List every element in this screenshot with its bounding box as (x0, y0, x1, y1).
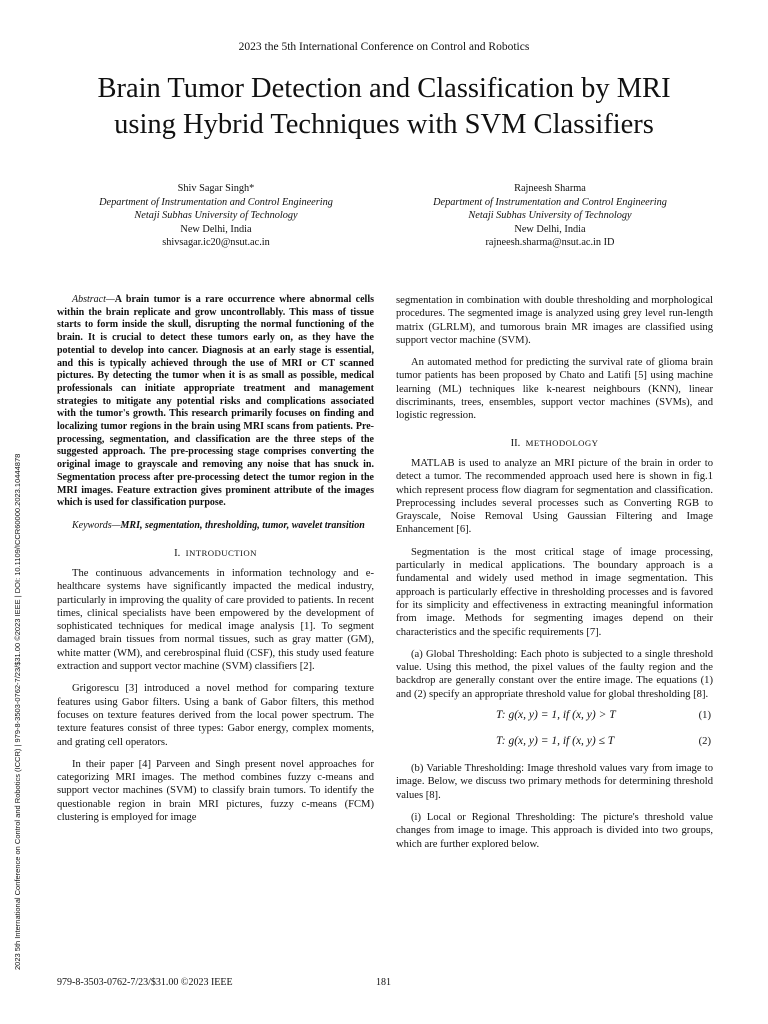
section-heading-methodology (396, 437, 713, 450)
equation-expression: T: g(x, y) = 1, if (x, y) > T (496, 709, 616, 722)
author-department: Department of Instrumentation and Control Engineering (433, 196, 667, 208)
keywords-text: MRI, segmentation, thresholding, tumor, wavelet transition (120, 519, 365, 531)
author-university: Netaji Subhas University of Technology (134, 210, 298, 222)
title-line-1: Brain Tumor Detection and Classification by MRI (97, 73, 671, 104)
author-department: Department of Instrumentation and Control Engineering (99, 196, 333, 208)
author-email: shivsagar.ic20@nsut.ac.in (162, 237, 270, 249)
author-name: Shiv Sagar Singh* (177, 183, 255, 194)
author-block-1 (66, 182, 366, 250)
methodology-paragraph-3: (a) Global Thresholding: Each photo is subjected to a single threshold value. Using this method, the pixel values of the faulty region and the backdrop are generally constant over the entire image. The equations (1) and (2) specify an appropriate threshold value for global thresholding [8]. (396, 648, 713, 700)
side-citation-strip: 2023 5th International Conference on Control and Robotics (ICCR) | 979-8-3503-0762-7/23/$31.00 ©2023 IEEE | DOI: 10.1109/ICCR60000.2023.10444878 (13, 453, 22, 970)
intro-paragraph-2: Grigorescu [3] introduced a novel method for comparing texture features using Gabor filters. Using a bank of Gabor filters, this method focuses on texture features derived from the local power spectrum. The texture features consist of three types: Gabor energy, complex moments, and grating cell operators. (57, 683, 374, 748)
conference-header: 2023 the 5th International Conference on Control and Robotics (238, 41, 530, 53)
abstract (57, 294, 374, 510)
author-block-2 (400, 182, 700, 250)
section-number: II. (510, 437, 521, 449)
section-title: METHODOLOGY (525, 437, 599, 448)
abstract-text: A brain tumor is a rare occurrence where abnormal cells within the brain replicate and grow uncontrollably. This mass of tissue starts to form inside the skull, disrupting the normal functioning of the brain. It is crucial to detect these tumors early on, as they have the potential to develop into cancer. Diagnosis at an early stage is essential, and this is typically achieved through the use of MRI or CT scanned pictures. By detecting the tumor when it is as small as possible, medical professionals can initiate appropriate treatment and management strategies to mitigate any potential risks and complications associated with the tumor's growth. This research primarily focuses on finding and localizing tumor regions in the brain using MRI scans from patients. Pre-processing, segmentation, and classification are the three steps of the suggested approach. The pre-processing stage comprises converting the original image to grayscale and removing any noise that has snuck in. Segmentation process after pre-processing detect the tumor region in the MRI images. Feature extraction gives prominent attribute of the images which is used for classification purpose. (57, 294, 374, 509)
page-number: 181 (376, 977, 391, 988)
equation-1 (396, 705, 713, 727)
author-name: Rajneesh Sharma (514, 183, 586, 194)
abstract-label: Abstract— (72, 294, 115, 305)
author-city: New Delhi, India (180, 223, 252, 235)
right-column (396, 294, 713, 851)
title-line-2: using Hybrid Techniques with SVM Classifiers (114, 109, 654, 140)
equation-number: (2) (698, 736, 711, 748)
equation-expression: T: g(x, y) = 1, if (x, y) ≤ T (496, 735, 615, 748)
author-city: New Delhi, India (514, 223, 586, 235)
continued-paragraph: segmentation in combination with double thresholding and morphological procedures. The segmented image is analyzed using grey level run-length matrix (GLRLM), and tumorous brain MR images are classified using support vector machine (SVM). (396, 295, 713, 346)
section-heading-introduction (57, 547, 374, 560)
methodology-paragraph-4: (b) Variable Thresholding: Image threshold values vary from image to image. Below, we discuss two primary methods for determining threshold values [8]. (396, 763, 713, 801)
footer-copyright: 979-8-3503-0762-7/23/$31.00 ©2023 IEEE (57, 977, 233, 988)
intro-paragraph-3: In their paper [4] Parveen and Singh present novel approaches for categorizing MRI images. The method combines fuzzy c-means and support vector machines (SVM) to classify brain tumors. To identify the questionable region in brain MRI pictures, fuzzy c-means (FCM) clustering is employed for image (57, 758, 374, 823)
keywords-label: Keywords— (72, 519, 121, 531)
methodology-paragraph-2: Segmentation is the most critical stage of image processing, particularly in medical applications. The boundary approach is a fundamental and widely used method in image segmentation. This approach is particularly effective in thresholding processes and is favored for its simplicity and effectiveness in extracting meaningful information from image. Methods for segmenting images depend on their characteristics and the specific requirements [7]. (396, 546, 713, 638)
intro-paragraph-1: The continuous advancements in information technology and e-healthcare systems have significantly impacted the medical industry, particularly in improving the quality of care provided to patients. In recent times, clinical specialists have been empowered by the development of sophisticated techniques for medical image analysis [1]. To segment damaged brain tissues from normal tissues, such as gray matter (GM), white matter (WM), and cerebrospinal fluid (CSF), this study used feature extraction and support vector machine (SVM) classifiers [2]. (57, 567, 374, 673)
methodology-paragraph-5: (i) Local or Regional Thresholding: The picture's threshold value changes from image to image. This approach is divided into two groups, which are further explored below. (396, 811, 713, 850)
paper-title (30, 71, 738, 143)
section-title: INTRODUCTION (185, 547, 257, 558)
keywords (57, 520, 374, 533)
left-column (57, 294, 374, 824)
equation-number: (1) (698, 710, 711, 722)
section-number: I. (174, 547, 181, 559)
right-paragraph-2: An automated method for predicting the survival rate of glioma brain tumor patients has been proposed by Chato and Latifi [5] using machine learning (ML) techniques like k-nearest neighbours (KNN), linear discriminants, trees, ensembles, support vector machines (SVMs), and logistic regression. (396, 357, 713, 422)
methodology-paragraph-1: MATLAB is used to analyze an MRI picture of the brain in order to detect a tumor. The recommended approach used here is shown in fig.1 which represent process flow diagram for segmentation and classification. Preprocessing includes several processes such as Converting RGB to Grayscale, Noise Removal Using Gaussian Filtering and Image Enhancement [6]. (396, 457, 713, 536)
author-email: rajneesh.sharma@nsut.ac.in ID (485, 237, 615, 249)
author-university: Netaji Subhas University of Technology (468, 210, 632, 222)
equation-2 (396, 731, 713, 753)
